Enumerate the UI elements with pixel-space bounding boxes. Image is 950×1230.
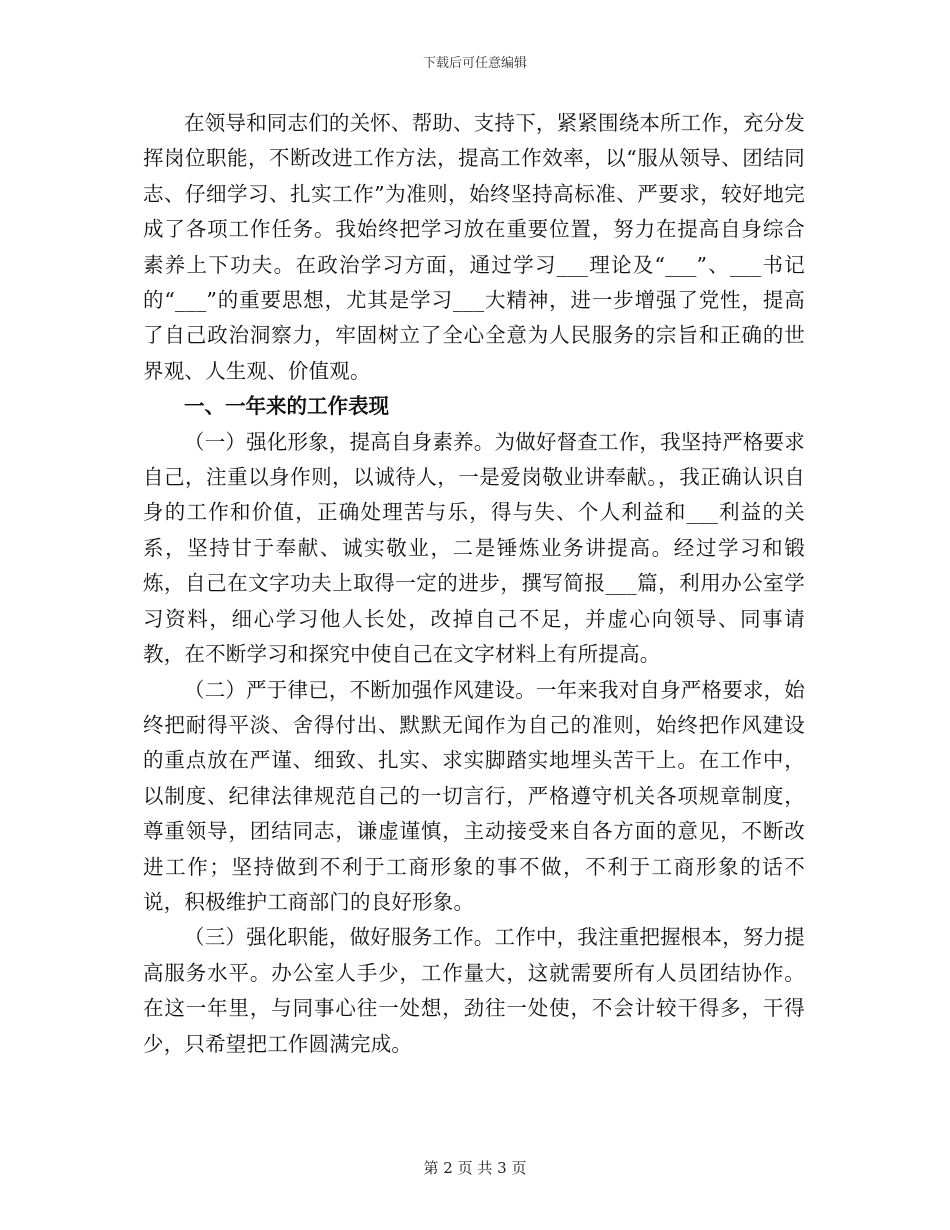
page-header: 下载后可任意编辑 xyxy=(422,56,527,71)
document-body xyxy=(143,106,805,1062)
paragraph-image-building: （一）强化形象，提高自身素养。为做好督查工作，我坚持严格要求自己，注重以身作则，以诚待人，一是爱岗敬业讲奉献。，我正确认识自身的工作和价值，正确处理苦与乐，得与失、个人利益和___利益的关系，坚持甘于奉献、诚实敬业，二是锤炼业务讲提高。经过学习和锻炼，自己在文字功夫上取得一定的进步，撰写简报___篇，利用办公室学习资料，细心学习他人长处，改掉自己不足，并虚心向领导、同事请教，在不断学习和探究中使自己在文字材料上有所提高。 xyxy=(143,429,805,667)
paragraph-work-style: （二）严于律已，不断加强作风建设。一年来我对自身严格要求，始终把耐得平淡、舍得付出、默默无闻作为自己的准则，始终把作风建设的重点放在严谨、细致、扎实、求实脚踏实地埋头苦干上。在工作中，以制度、纪律法律规范自己的一切言行，严格遵守机关各项规章制度，尊重领导，团结同志，谦虚谨慎，主动接受来自各方面的意见，不断改进工作；坚持做到不利于工商形象的事不做，不利于工商形象的话不说，积极维护工商部门的良好形象。 xyxy=(143,677,805,914)
page-number: 第 2 页 共 3 页 xyxy=(423,1159,527,1177)
section-heading: 一、一年来的工作表现 xyxy=(184,394,389,419)
paragraph-service-work: （三）强化职能，做好服务工作。工作中，我注重把握根本，努力提高服务水平。办公室人手少，工作量大，这就需要所有人员团结协作。在这一年里，与同事心往一处想，劲往一处使，不会计较干得多，干得少，只希望把工作圆满完成。 xyxy=(143,925,805,1056)
intro-paragraph: 在领导和同志们的关怀、帮助、支持下，紧紧围绕本所工作，充分发挥岗位职能，不断改进工作方法，提高工作效率，以“服从领导、团结同志、仔细学习、扎实工作”为准则，始终坚持高标准、严要求，较好地完成了各项工作任务。我始终把学习放在重要位置，努力在提高自身综合素养上下功夫。在政治学习方面，通过学习___理论及“___”、___书记的“___”的重要思想，尤其是学习___大精神，进一步增强了党性，提高了自己政治洞察力，牢固树立了全心全意为人民服务的宗旨和正确的世界观、人生观、价值观。 xyxy=(143,111,805,383)
